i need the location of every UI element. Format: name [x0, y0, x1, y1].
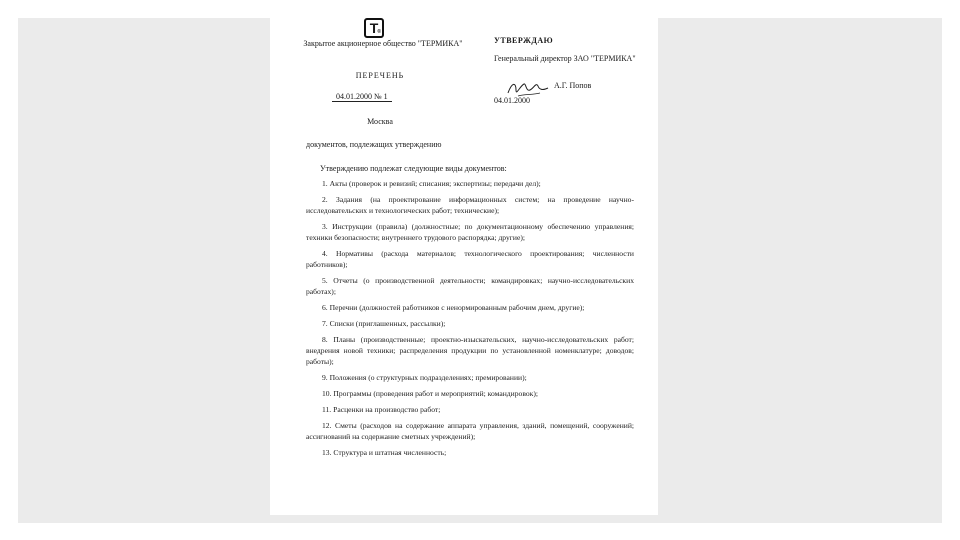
document-city: Москва [367, 117, 393, 126]
approver-name: А.Г. Попов [554, 81, 592, 90]
list-item: 6. Перечни (должностей работников с ненормированным рабочим днем, другие); [322, 303, 585, 312]
document-title: ПЕРЕЧЕНЬ [355, 71, 405, 80]
list-item: 1. Акты (проверок и ревизий; списания; экспертизы; передачи дел); [322, 179, 541, 188]
signature-row [494, 78, 644, 108]
approval-heading: УТВЕРЖДАЮ [494, 36, 554, 45]
list-item: 10. Программы (проведения работ и мероприятий; командировок); [322, 389, 538, 398]
list-item: 8. Планы (производственные; проектно-изыскательских, научно-исследовательских работ; внедрения новой техники; распределения продукции по установленной номенклатуре; доводов; работы); [306, 335, 634, 366]
list-item: 3. Инструкции (правила) (должностные; по документационному обеспечению управления; техники безопасности; внутреннего трудового распорядка; другие); [306, 222, 634, 242]
document-page [270, 18, 658, 515]
approval-date: 04.01.2000 [494, 96, 530, 105]
document-subject: документов, подлежащих утверждению [306, 140, 442, 149]
list-item: 9. Положения (о структурных подразделениях; премировании); [322, 373, 527, 382]
list-item: 7. Списки (приглашенных, рассылки); [322, 319, 446, 328]
document-list [306, 178, 634, 463]
company-logo-icon: Т $_®$ [364, 18, 384, 38]
list-item: 13. Структура и штатная численность; [322, 448, 447, 457]
list-item: 11. Расценки на производство работ; [322, 405, 441, 414]
organization-name: Закрытое акционерное общество "ТЕРМИКА" [303, 39, 463, 48]
document-intro: Утверждению подлежат следующие виды документов: [320, 164, 507, 173]
document-date-number: 04.01.2000 № 1 [332, 92, 392, 102]
list-item: 2. Задания (на проектирование информационных систем; на проведение научно-исследовательских и технологических работ; технические); [306, 195, 634, 215]
approver-position: Генеральный директор ЗАО "ТЕРМИКА" [494, 54, 636, 63]
list-item: 4. Нормативы (расхода материалов; технологического проектирования; численности работников); [306, 249, 634, 269]
list-item: 5. Отчеты (о производственной деятельности; командировках; научно-исследовательских работах); [306, 276, 634, 296]
approval-block [494, 36, 644, 64]
list-item: 12. Сметы (расходов на содержание аппарата управления, зданий, помещений, сооружений; ассигнований на содержание сметных учреждений); [306, 421, 634, 441]
